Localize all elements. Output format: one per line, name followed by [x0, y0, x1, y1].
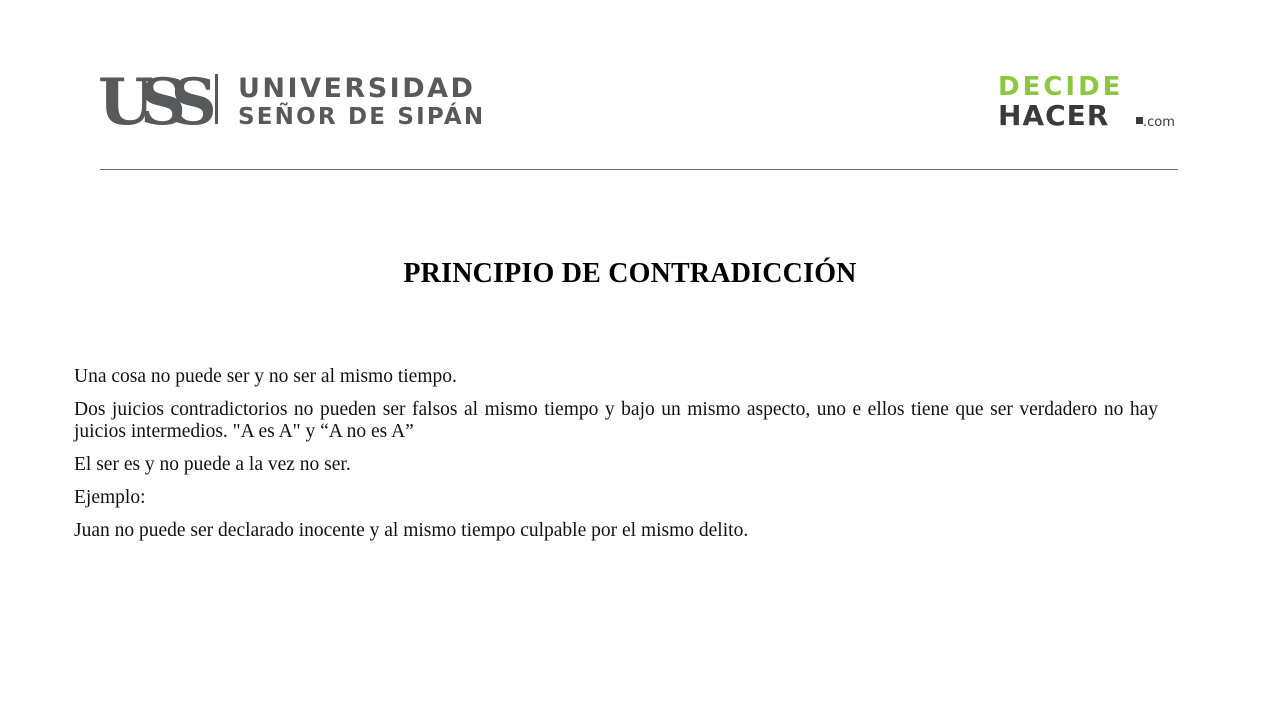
- header-divider-line: [100, 169, 1178, 170]
- paragraph-explanation: Dos juicios contradictorios no pueden ser falsos al mismo tiempo y bajo un mismo aspecto, uno e ellos tiene que ser verdadero no hay juicios intermedios. "A es A" y “A no es A”: [74, 399, 1158, 442]
- uss-university-logo: [98, 70, 538, 130]
- decide-hacer-logo: [996, 70, 1186, 132]
- decide-logo-line1: DECIDE: [998, 72, 1124, 102]
- paragraph-example: Juan no puede ser declarado inocente y al mismo tiempo culpable por el mismo delito.: [74, 520, 749, 541]
- paragraph-definition: Una cosa no puede ser y no ser al mismo tiempo.: [74, 366, 457, 387]
- hacer-logo-suffix: .com: [1143, 115, 1175, 130]
- uss-logo-line1: UNIVERSIDAD: [238, 73, 476, 104]
- paragraph-example-label: Ejemplo:: [74, 487, 146, 508]
- uss-monogram: USS: [98, 70, 203, 130]
- hacer-logo-dot: [1136, 117, 1143, 124]
- hacer-logo-line2: HACER: [998, 99, 1110, 132]
- uss-logo-line2: SEÑOR DE SIPÁN: [238, 104, 486, 130]
- uss-logo-divider: [215, 74, 218, 124]
- paragraph-being: El ser es y no puede a la vez no ser.: [74, 454, 351, 475]
- slide-title: PRINCIPIO DE CONTRADICCIÓN: [403, 258, 857, 289]
- slide-body: [74, 366, 1158, 553]
